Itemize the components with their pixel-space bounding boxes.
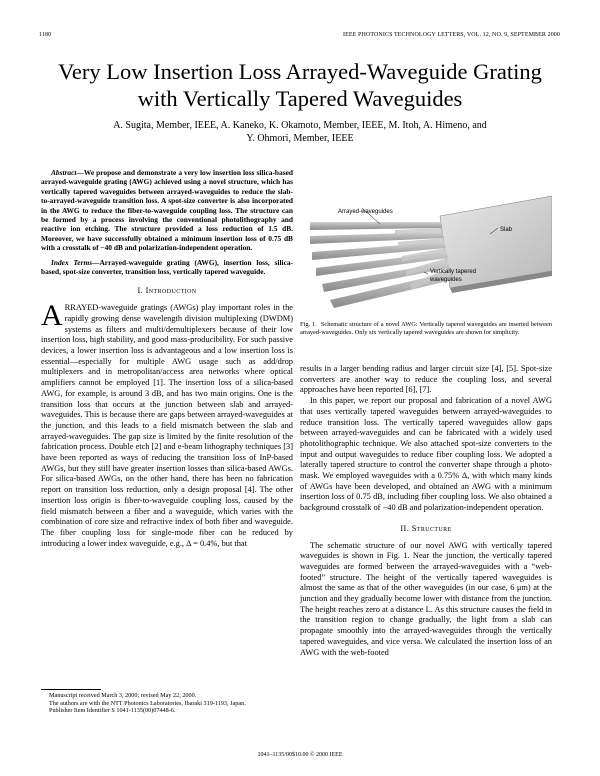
title-line-1: Very Low Insertion Loss Arrayed-Waveguide Grating (58, 59, 542, 84)
awg-schematic (300, 176, 552, 314)
caption-number: Fig. 1. (300, 321, 317, 328)
footnotes (41, 689, 293, 715)
introduction-heading: I. Introduction (137, 286, 197, 296)
authors-line-2: Y. Ohmori, Member, IEEE (246, 133, 354, 144)
journal-header: IEEE PHOTONICS TECHNOLOGY LETTERS, VOL. 12, NO. 9, SEPTEMBER 2000 (343, 32, 560, 38)
label-slab: Slab (500, 227, 513, 233)
caption-text: Schematic structure of a novel AWG: Vertically tapered waveguides are inserted between arrayed-waveguides. Only six vertically tapered waveguides are shown for simplicity. (300, 321, 552, 336)
copyright-footer: 1041–1135/00$10.00 © 2000 IEEE (257, 752, 343, 758)
left-column (41, 168, 293, 549)
abstract (41, 168, 293, 253)
structure-heading: II. Structure (400, 523, 452, 533)
page-number: 1180 (39, 32, 52, 38)
label-arrayed-waveguides: Arrayed-waveguides (338, 209, 393, 215)
footnote-separator (41, 689, 101, 690)
right-paragraph-1: results in a larger bending radius and larger circuit size [4], [5]. Spot-size converters are another way to reduce the coupling loss, and several approaches have been reported [6], [7]. (300, 364, 552, 395)
figure-caption (300, 321, 552, 337)
author-list (60, 119, 540, 145)
label-tapered-line-1: Vertically tapered (430, 269, 477, 275)
footnote-identifier: Publisher Item Identifier S 1041-1135(00)07448-6. (49, 707, 176, 714)
index-terms-text: Arrayed-waveguide grating (AWG), insertion loss, silica-based, spot-size converter, transition loss, vertically tapered waveguide. (41, 257, 294, 277)
index-terms (41, 258, 293, 277)
introduction-text: RRAYED-waveguide gratings (AWGs) play important roles in the rapidly growing dense wavelength division multiplexing (DWDM) systems as filters and multi/demultiplexers because of their low insertion loss, high stability, and good mass-producibility. For such passive devices, a lower insertion loss is advantageous and a low insertion loss is essential—especially for multiple AWG usage such as add/drop multiplexers and in metropolitan/access area networks where optical amplifiers cannot be employed [1]. The insertion loss of a silica-based AWG, for example, is around 3 dB, and has two main origins. One is the transition loss that occurs at the junction between slab and arrayed-waveguides. This is because there are gaps between arrayed-waveguides at the junction, and this leads to a field mismatch between the slab and arrayed-waveguides. The gap size is limited by the finite resolution of the fabrication process. Double etch [2] and e-beam lithography techniques [3] have been reported as ways of reducing the transition loss of InP-based AWGs, but they still have greater insertion losses than silica-based AWGs. For silica-based AWGs, on the other hand, there has been no fabrication report on transition loss reduction, only a design proposal [4]. The other insertion loss origin is fiber-to-waveguide coupling loss, caused by the field mismatch between a fiber and a waveguide, which varies with the combination of core size and refractive index of both fiber and waveguide. The fiber coupling loss for single-mode fiber can be reduced by introducing a lower index waveguide, e.g., Δ = 0.4%, but that (41, 303, 293, 548)
right-paragraph-2: In this paper, we report our proposal and fabrication of a novel AWG that uses vertically tapered waveguides between arrayed-waveguides to reduce transition loss. The vertically tapered waveguides allow gaps between arrayed-waveguides and can be fabricated with a widely used photolithographic technique. We also attached spot-size converters to the input and output waveguides to reduce fiber coupling loss. We adopted a laterally tapered structure to control the converter shape through a photo-mask. We employed waveguides with a 0.75% Δ, with which many kinds of AWGs have been developed, and obtained an AWG with a minimum insertion loss of 0.75 dB, including fiber coupling loss. We also obtained a background crosstalk of −40 dB and polarization-independent operation. (300, 396, 552, 513)
index-terms-lead: Index Terms— (51, 257, 100, 267)
abstract-text: We propose and demonstrate a very low insertion loss silica-based arrayed-waveguide grating (AWG) achieved using a novel structure, which has vertically tapered waveguides between arrayed-waveguides to reduce the slab-to-arrayed-waveguide transition loss. A spot-size converter is also incorporated in the AWG to reduce the fiber-to-waveguide coupling loss. The structure can be formed by a process involving the conventional photolithography and reactive ion etching. The structure provided a loss reduction of 1.5 dB. Moreover, we have successfully obtained a minimum insertion loss of 0.75 dB with a crosstalk of −40 dB and polarization-independent operation. (41, 168, 293, 253)
figure-1 (300, 176, 552, 314)
drop-cap: A (41, 299, 63, 333)
footnote-affiliation: The authors are with the NTT Photonics Laboratories, Ibaraki 319-1193, Japan. (49, 699, 246, 707)
introduction-paragraph (41, 299, 293, 549)
footnote-received: Manuscript received March 3, 2000; revised May 22, 2000. (49, 692, 197, 699)
waveguide (310, 222, 442, 230)
authors-line-1: A. Sugita, Member, IEEE, A. Kaneko, K. Okamoto, Member, IEEE, M. Itoh, A. Himeno, and (113, 120, 487, 131)
structure-paragraph: The schematic structure of our novel AWG with vertically tapered waveguides is shown in Fig. 1. Near the junction, the vertically tapered waveguides are formed between the arrayed-waveguides with a “web-footed” structure. The height of the vertically tapered waveguides is almost the same as that of the other waveguides (in our case, 6 μm) at the junction and they gradually become lower with distance from the junction. The height reaches zero at a distance L. As this structure causes the field in the transition region to change gradually, the light from a slab can propagate smoothly into the arrayed-waveguides through the vertically tapered waveguides, and vice versa. We calculated the insertion loss of an AWG with the web-footed (300, 540, 552, 657)
label-tapered-line-2: waveguides (430, 277, 462, 283)
abstract-lead: Abstract— (51, 168, 84, 177)
right-column (300, 364, 552, 658)
title-line-2: with Vertically Tapered Waveguides (137, 86, 463, 111)
paper-title (0, 58, 600, 112)
